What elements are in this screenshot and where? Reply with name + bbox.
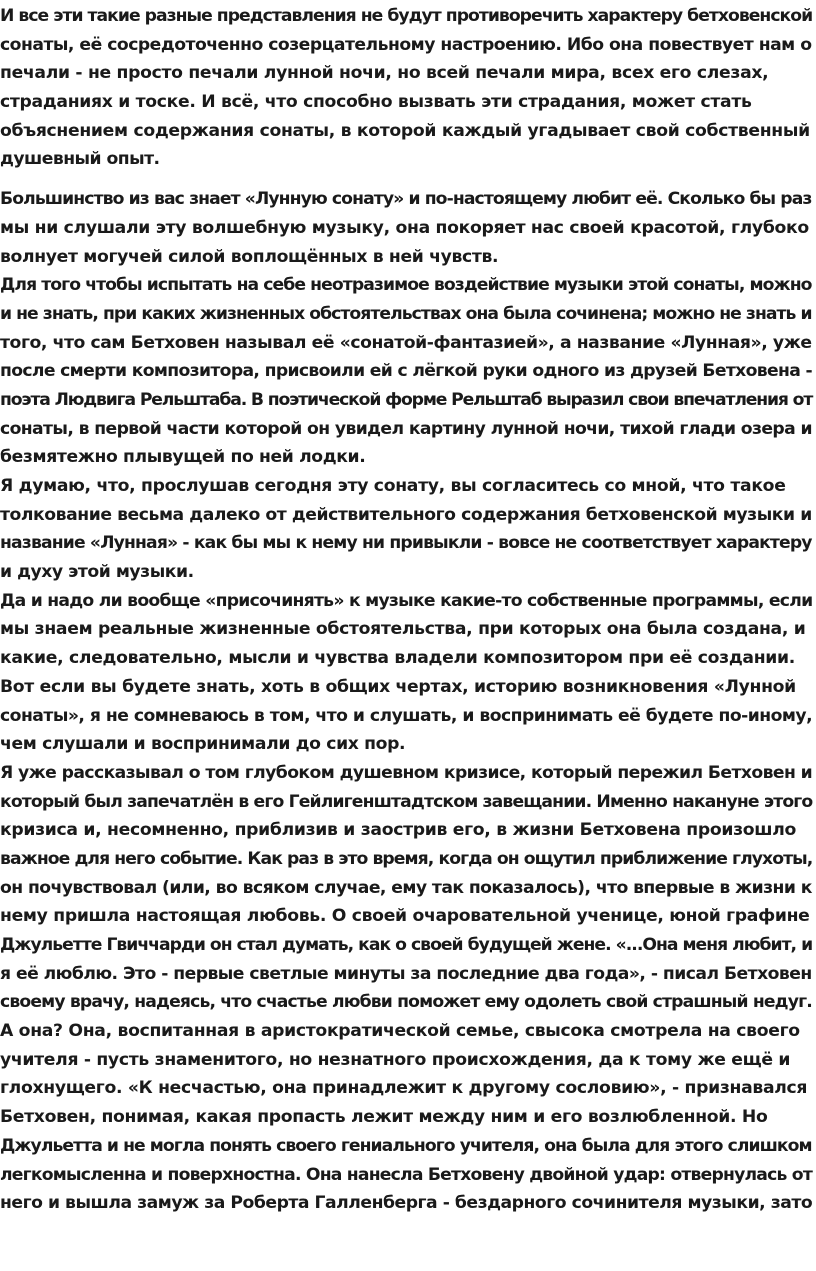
- text-line: нему пришла настоящая любовь. О своей очаровательной ученице, юной графине: [0, 906, 810, 927]
- text-line: и духу этой музыки.: [0, 562, 194, 583]
- text-line: того, что сам Бетховен называл её «сонатой-фантазией», а название «Лунная», уже: [0, 332, 812, 353]
- text-line: важное для него событие. Как раз в это время, когда он ощутил приближение глухоты,: [0, 848, 813, 869]
- text-line: безмятежно плывущей по ней лодки.: [0, 447, 366, 468]
- text-line: него и вышла замуж за Роберта Галленберга - бездарного сочинителя музыки, зато: [0, 1193, 813, 1214]
- text-line: И все эти такие разные представления не будут противоречить характеру бетховенской: [0, 6, 813, 26]
- text-line: Джульетте Гвиччарди он стал думать, как о своей будущей жене. «...Она меня любит, и: [0, 935, 813, 955]
- text-line: печали - не просто печали лунной ночи, но всей печали мира, всех его слезах,: [0, 63, 769, 84]
- text-line: чем слушали и воспринимали до сих пор.: [0, 734, 406, 755]
- text-line: учителя - пусть знаменитого, но незнатного происхождения, да к тому же ещё и: [0, 1049, 791, 1070]
- text-line: после смерти композитора, присвоили ей с лёгкой руки одного из друзей Бетховена -: [0, 361, 812, 382]
- text-line: который был запечатлён в его Гейлигенштадтском завещании. Именно накануне этого: [0, 791, 813, 812]
- text-line: сонаты, её сосредоточенно созерцательному настроению. Ибо она повествует нам о: [0, 34, 812, 55]
- paragraph-gap: [0, 174, 816, 185]
- text-line: какие, следовательно, мысли и чувства владели композитором при её создании.: [0, 648, 795, 669]
- text-line: Для того чтобы испытать на себе неотразимое воздействие музыки этой сонаты, можно: [0, 275, 812, 296]
- text-line: Да и надо ли вообще «присочинять» к музыке какие-то собственные программы, если: [0, 590, 813, 611]
- text-line: страданиях и тоске. И всё, что способно вызвать эти страдания, может стать: [0, 92, 752, 113]
- text-line: поэта Людвига Рельштаба. В поэтической форме Рельштаб выразил свои впечатления от: [0, 389, 813, 410]
- text-line: глохнущего. «К несчастью, она принадлежит к другому сословию», - признавался: [0, 1078, 808, 1099]
- text-block: [0, 2, 816, 174]
- text-line: Джульетта и не могла понять своего гениального учителя, она была для этого слишком: [0, 1135, 812, 1156]
- text-line: кризиса и, несомненно, приблизив и заострив его, в жизни Бетховена произошло: [0, 820, 796, 841]
- text-line: А она? Она, воспитанная в аристократической семье, свысока смотрела на своего: [0, 1021, 800, 1042]
- text-line: Большинство из вас знает «Лунную сонату» и по-настоящему любит её. Сколько бы раз: [0, 189, 812, 210]
- text-line: сонаты», я не сомневаюсь в том, что и слушать, и воспринимать её будете по-иному,: [0, 705, 813, 726]
- text-line: сонаты, в первой части которой он увидел картину лунной ночи, тихой глади озера и: [0, 418, 812, 439]
- text-line: я её люблю. Это - первые светлые минуты за последние два года», - писал Бетховен: [0, 963, 812, 984]
- text-line: название «Лунная» - как бы мы к нему ни привыкли - вовсе не соответствует характеру: [0, 533, 812, 554]
- text-line: душевный опыт.: [0, 149, 160, 170]
- text-line: объяснением содержания сонаты, в которой каждый угадывает свой собственный: [0, 120, 810, 141]
- text-block: [0, 185, 816, 1218]
- text-line: мы знаем реальные жизненные обстоятельства, при которых она была создана, и: [0, 619, 806, 640]
- text-line: Вот если вы будете знать, хоть в общих чертах, историю возникновения «Лунной: [0, 676, 796, 697]
- text-line: толкование весьма далеко от действительного содержания бетховенской музыки и: [0, 504, 812, 525]
- text-line: он почувствовал (или, во всяком случае, ему так показалось), что впервые в жизни к: [0, 877, 812, 898]
- text-line: Бетховен, понимая, какая пропасть лежит между ним и его возлюбленной. Но: [0, 1107, 768, 1128]
- text-line: мы ни слушали эту волшебную музыку, она покоряет нас своей красотой, глубоко: [0, 217, 809, 238]
- text-line: Я думаю, что, прослушав сегодня эту сонату, вы согласитесь со мной, что такое: [0, 476, 786, 496]
- text-line: и не знать, при каких жизненных обстоятельствах она была сочинена; можно не знать и: [0, 303, 812, 324]
- text-line: своему врачу, надеясь, что счастье любви поможет ему одолеть свой страшный недуг.: [0, 992, 812, 1013]
- text-line: волнует могучей силой воплощённых в ней чувств.: [0, 246, 499, 267]
- text-line: Я уже рассказывал о том глубоком душевном кризисе, который пережил Бетховен и: [0, 762, 813, 783]
- text-line: легкомысленна и поверхностна. Она нанесла Бетховену двойной удар: отвернулась от: [0, 1164, 812, 1185]
